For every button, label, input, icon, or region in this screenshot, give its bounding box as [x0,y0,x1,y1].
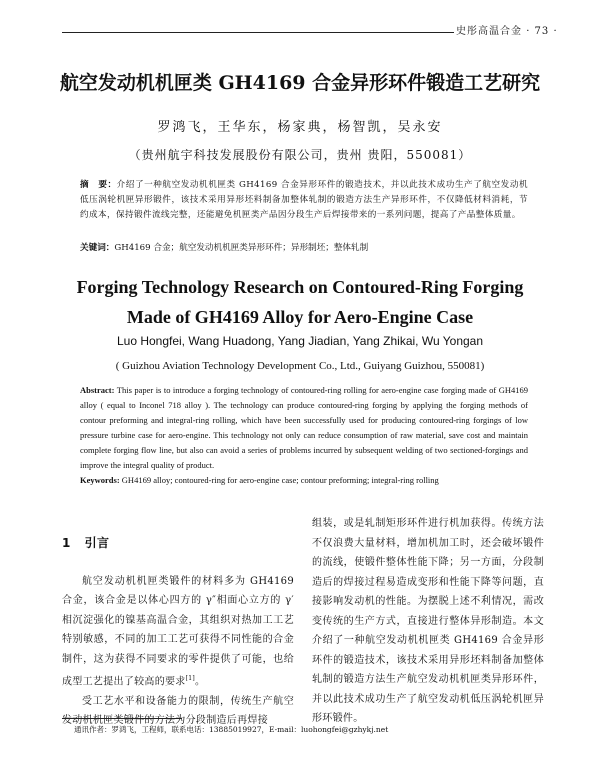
journal-name: 史彤高温合金 [456,26,522,37]
english-authors: Luo Hongfei, Wang Huadong, Yang Jiadian, Yang Zhikai, Wu Yongan [116,334,484,348]
english-abstract [80,383,528,473]
english-keywords-label: Keywords: [80,475,120,485]
section-heading [62,534,294,554]
chinese-keywords-text: GH4169 合金；航空发动机机匣类异形环件；异形制坯；整体轧制 [114,243,369,253]
english-keywords-text: GH4169 alloy; contoured-ring for aero-engine case; contour preforming; integral-ring rolling [119,475,439,485]
chinese-keywords [80,241,528,256]
body-paragraph: 组装，或是轧制矩形环件进行机加获得。传统方法不仅浪费大量材料，增加机加工时，还会破坏锻件的流线，使锻件整体性能下降；另一方面，分段制造后的焊接过程易造成变形和性能下降等问题，直接影响发动机的性能。为摆脱上述不利情况，需改变传统的生产方式，直接进行整体异形制造。本文介绍了一种航空发动机机匣类 GH4169 合金异形环件的锻造技术，该技术采用异形坯料制备加整体轧制的锻造方法生产航空发动机机匣类异形环件，并以此技术成功生产了航空发动机低压涡轮机匣异形环锻件。 [312,518,544,724]
footnote: 通讯作者：罗鸿飞，工程师，联系电话：13885019927，E-mail：luohongfei@gzhykj.net [74,725,389,734]
chinese-keywords-label: 关键词： [80,243,115,253]
running-head [456,22,558,37]
section-number: 1 [62,536,71,550]
chinese-title: 航空发动机机匣类 GH4169 合金异形环件锻造工艺研究 [59,72,541,94]
english-affiliation: ( Guizhou Aviation Technology Development Co., Ltd., Guiyang Guizhou, 550081) [115,360,485,372]
chinese-abstract-label: 摘 要： [80,180,117,190]
english-abstract-label: Abstract: [80,385,115,395]
body-column-right [312,514,544,729]
english-title [40,272,560,332]
body-paragraph [62,572,294,692]
english-abstract-text: This paper is to introduce a forging technology of contoured-ring rolling for aero-engine case forging made of GH4169 alloy ( equal to Inconel 718 alloy ). The technology can produce contoured-ring forging by applying the forging methods of contour preforming and integral-ring rolling, which have been successfully used for producing contoured-ring forgings of low pressure turbine case for aero-engine. This technology not only can reduce consumption of raw material, save cost and maintain complete forging flow line, but also can avoid a series of problems incurred by subsequent welding of two sectioned-forgings and improve the integral quality of product. [80,385,528,470]
header-separator: · [526,26,535,37]
chinese-authors: 罗鸿飞，王华东，杨家典，杨智凯，吴永安 [157,120,443,135]
english-title-line-1: Forging Technology Research on Contoured-Ring Forging [76,277,524,297]
citation-reference: [1] [185,675,196,682]
body-text: 。 [195,676,206,688]
header-separator: · [553,26,558,37]
section-title: 引言 [84,536,110,550]
body-paragraph: 受工艺水平和设备能力的限制，传统生产航空发动机机匣类锻件的方法为分段制造后再焊接 [62,695,294,727]
page-number: 73 [534,26,550,37]
chinese-abstract [80,178,528,223]
chinese-affiliation: （贵州航宇科技发展股份有限公司，贵州 贵阳，550081） [128,148,472,162]
chinese-abstract-text: 介绍了一种航空发动机机匣类 GH4169 合金异形环件的锻造技术，并以此技术成功生产了航空发动机低压涡轮机匣异形锻件，该技术采用异形坯料制备加整体轧制的锻造方法生产异形环件，不仅降低材料消耗，节约成本，保持锻件流线完整，还能避免机匣类产品因分段生产后焊接带来的一系列问题，提高了产品整体质量。 [80,180,528,220]
footnote-rule [62,718,182,719]
body-column-left [62,514,294,731]
english-keywords [80,473,528,488]
body-text: 航空发动机机匣类锻件的材料多为 GH4169 合金，该合金是以体心四方的 γ″相面心立方的 γ′相沉淀强化的镍基高温合金，其组织对热加工工艺特别敏感，不同的加工工艺可获得不同性能的合金制件，这为获得不同要求的零件提供了可能，也给成型工艺提出了较高的要求 [62,575,294,688]
english-title-line-2: Made of GH4169 Alloy for Aero-Engine Case [126,307,474,327]
running-head-rule [62,32,454,33]
